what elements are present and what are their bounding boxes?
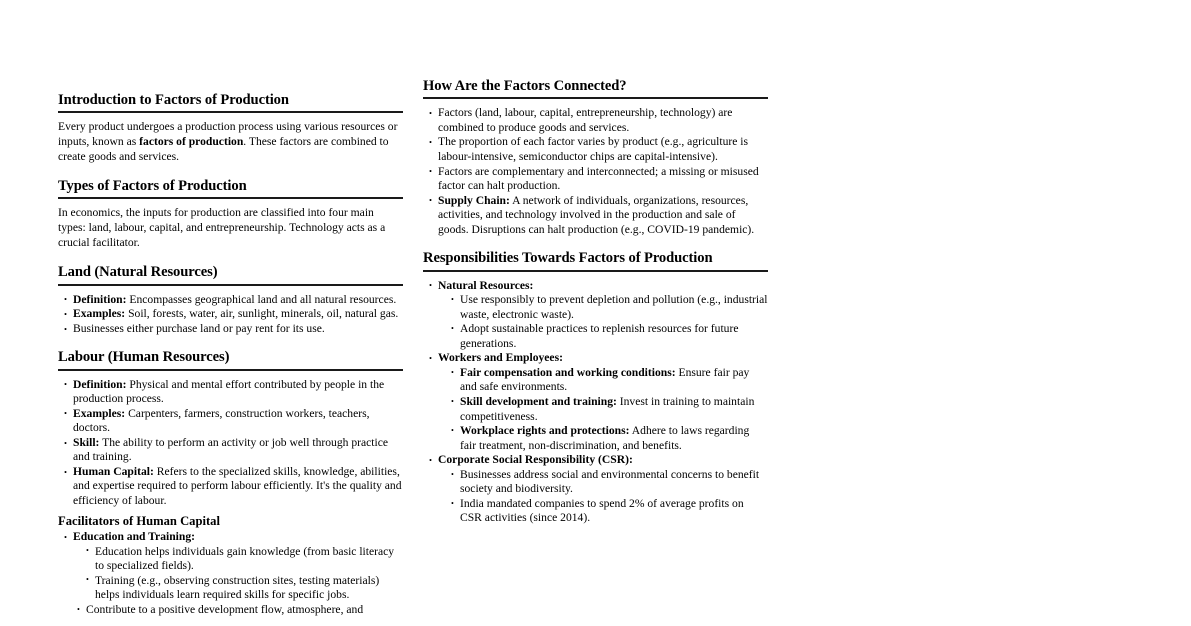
list-item-label: Supply Chain:	[438, 193, 510, 207]
list-item-label: Definition:	[73, 377, 127, 391]
list-item	[451, 468, 768, 497]
right-column	[423, 78, 768, 526]
list-item-text: Training (e.g., observing construction sites, testing materials) helps individuals learn required skills for specific jobs.	[95, 573, 380, 602]
list-item	[451, 322, 768, 351]
list-item-label: Definition:	[73, 292, 127, 306]
list-item-text: Soil, forests, water, air, sunlight, minerals, oil, natural gas.	[125, 307, 399, 321]
section-introduction	[58, 92, 403, 164]
subheading-facilitators: Facilitators of Human Capital	[58, 513, 220, 528]
section-heading-introduction: Introduction to Factors of Production	[58, 92, 289, 108]
left-column	[58, 92, 403, 617]
list-item-label: Skill development and training:	[460, 394, 617, 408]
section-responsibilities	[423, 250, 768, 526]
list-item-text: The ability to perform an activity or job well through practice and training.	[73, 435, 388, 464]
types-paragraph: In economics, the inputs for production are classified into four main types: land, labour, capital, and entrepreneurship. Technology acts as a crucial facilitator.	[58, 206, 386, 249]
section-heading-labour: Labour (Human Resources)	[58, 349, 230, 366]
section-heading-land: Land (Natural Resources)	[58, 264, 218, 281]
list-item-label: Skill:	[73, 435, 100, 449]
spacer	[423, 237, 768, 250]
section-labour	[58, 349, 403, 617]
list-item	[429, 351, 768, 453]
land-bullet-list	[64, 293, 403, 337]
list-item	[64, 436, 403, 465]
list-item-text: Carpenters, farmers, construction workers, teachers, doctors.	[73, 406, 370, 435]
list-item	[64, 293, 403, 308]
heading-rule	[423, 270, 768, 272]
list-item	[64, 465, 403, 509]
facilitators-bullet-list	[64, 530, 403, 603]
list-item	[429, 165, 768, 194]
intro-text-before: Every product undergoes a production process using various resources or inputs, known as	[58, 120, 398, 148]
list-item	[429, 279, 768, 352]
heading-rule	[58, 284, 403, 286]
introduction-paragraph	[58, 120, 403, 164]
list-item	[64, 307, 403, 322]
list-item-text: Contribute to a positive development flow, atmosphere, and	[86, 602, 364, 616]
list-item-text: Adhere to laws regarding fair treatment, non-discrimination, and benefits.	[460, 424, 750, 452]
list-item-text: Physical and mental effort contributed by people in the production process.	[73, 377, 385, 406]
csr-sub-list	[451, 468, 768, 526]
list-item-text: Ensure fair pay and safe environments.	[460, 365, 750, 394]
section-heading-types: Types of Factors of Production	[58, 178, 247, 195]
intro-text-after: . These factors are combined to create goods and services.	[58, 134, 389, 163]
list-item-label: Fair compensation and working conditions:	[460, 365, 676, 379]
list-item	[86, 574, 403, 603]
list-item-label: Workers and Employees:	[438, 351, 563, 365]
list-item-label: Natural Resources:	[438, 278, 534, 292]
list-item-text: India mandated companies to spend 2% of average profits on CSR activities (since 2014).	[460, 496, 744, 525]
list-item-text: Businesses address social and environmental concerns to benefit society and biodiversity.	[460, 467, 760, 496]
list-item	[64, 530, 403, 603]
list-item-label: Workplace rights and protections:	[460, 424, 630, 438]
list-item-clipped	[77, 603, 403, 618]
list-item	[86, 545, 403, 574]
list-item-label: Education and Training:	[73, 529, 195, 543]
workers-sub-list	[451, 366, 768, 453]
section-types	[58, 178, 403, 250]
list-item-text: The proportion of each factor varies by product (e.g., agriculture is labour-intensive, semiconductor chips are capital-intensive).	[438, 135, 749, 163]
list-item	[451, 497, 768, 526]
list-item	[429, 106, 768, 135]
spacer	[58, 164, 403, 178]
list-item-label: Examples:	[73, 406, 126, 420]
facilitators-sub-list	[86, 545, 403, 603]
list-item	[451, 293, 768, 322]
list-item-text: Refers to the specialized skills, knowledge, abilities, and expertise required to perform labour efficiently. It's the quality and efficiency of labour.	[73, 464, 402, 507]
list-item-text: Education helps individuals gain knowledge (from basic literacy to specialized fields).	[95, 544, 395, 573]
list-item	[451, 424, 768, 453]
labour-bullet-list	[64, 378, 403, 509]
heading-rule	[58, 111, 403, 113]
spacer	[58, 336, 403, 349]
list-item	[64, 322, 403, 337]
list-item-label: Corporate Social Responsibility (CSR):	[438, 453, 633, 467]
list-item-text: Invest in training to maintain competitiveness.	[460, 394, 755, 423]
section-heading-how-connected: How Are the Factors Connected?	[423, 78, 627, 94]
how-connected-bullet-list	[429, 106, 768, 237]
list-item	[451, 366, 768, 395]
spacer	[58, 250, 403, 264]
section-land	[58, 264, 403, 336]
list-item-text: A network of individuals, organizations, resources, activities, and technology involved in the production and sale of goods. Disruptions can halt production (e.g., COVID-19 pandemic).	[438, 193, 755, 236]
list-item	[64, 407, 403, 436]
list-item-text: Factors are complementary and interconnected; a missing or misused factor can halt production.	[438, 164, 759, 193]
list-item-label: Examples:	[73, 307, 126, 321]
list-item-text: Businesses either purchase land or pay rent for its use.	[73, 321, 325, 335]
list-item-text: Adopt sustainable practices to replenish resources for future generations.	[460, 322, 739, 350]
list-item-text: Use responsibly to prevent depletion and pollution (e.g., industrial waste, electronic waste).	[460, 293, 768, 321]
natural-resources-sub-list	[451, 293, 768, 351]
responsibilities-bullet-list	[429, 279, 768, 526]
section-heading-responsibilities: Responsibilities Towards Factors of Production	[423, 250, 713, 267]
section-how-connected	[423, 78, 768, 237]
intro-text-bold: factors of production	[139, 134, 244, 148]
list-item-label: Human Capital:	[73, 464, 154, 478]
list-item	[64, 378, 403, 407]
list-item	[429, 135, 768, 164]
list-item-text: Factors (land, labour, capital, entrepreneurship, technology) are combined to produce goods and services.	[438, 106, 733, 134]
heading-rule	[58, 369, 403, 371]
list-item-text: Encompasses geographical land and all natural resources.	[126, 292, 397, 306]
list-item	[451, 395, 768, 424]
list-item	[429, 194, 768, 238]
list-item	[429, 453, 768, 526]
heading-rule	[423, 97, 768, 99]
heading-rule	[58, 197, 403, 199]
